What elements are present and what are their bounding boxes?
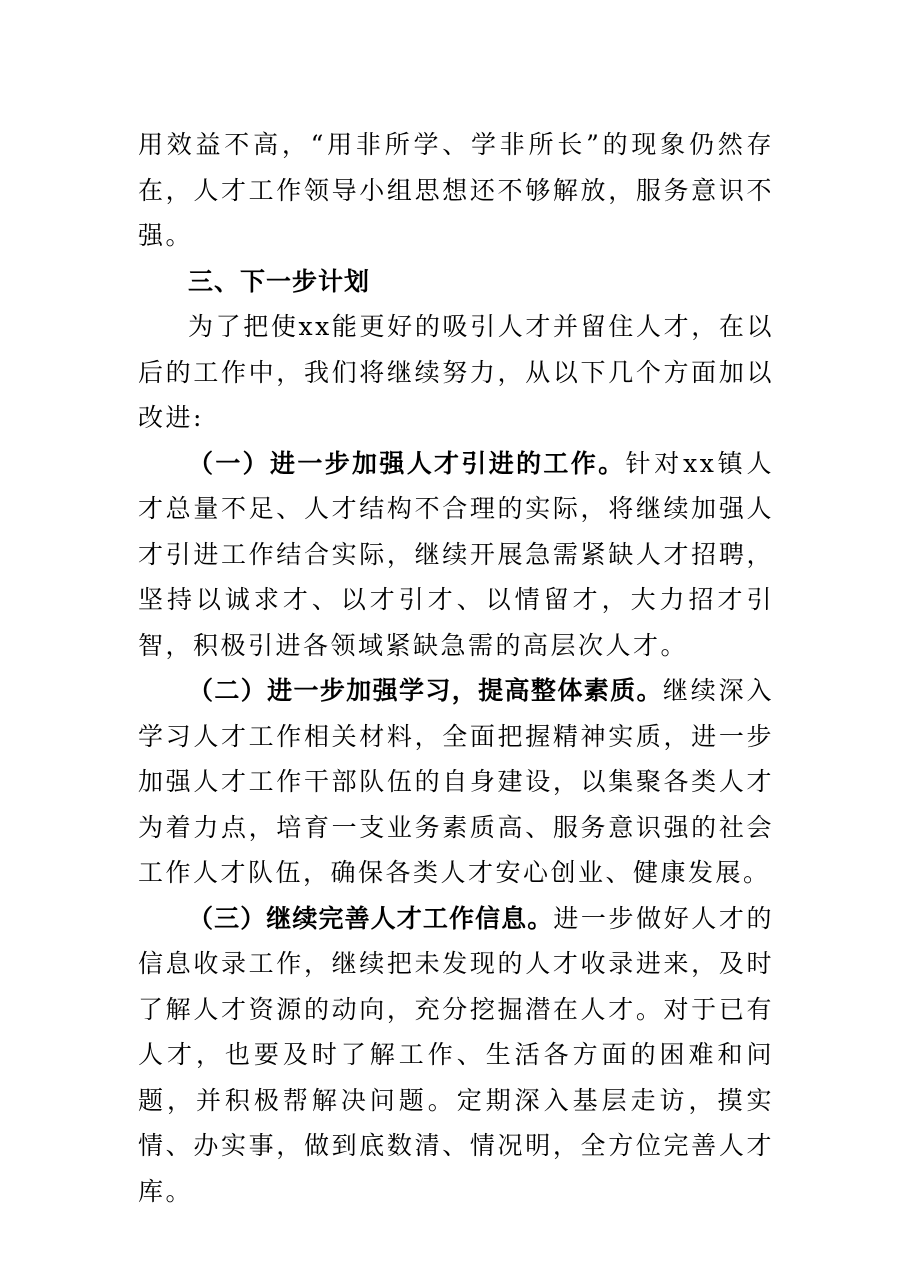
item-1-title: （一）进一步加强人才引进的工作。 [188, 448, 626, 478]
item-2-title: （二）进一步加强学习，提高整体素质。 [188, 676, 663, 705]
document-body [138, 122, 774, 1214]
item-3-body: 进一步做好人才的信息收录工作，继续把未发现的人才收录进来，及时了解人才资源的动向，充分挖掘潜在人才。对于已有人才，也要及时了解工作、生活各方面的困难和问题，并积极帮解决问题。定期深入基层走访，摸实情、办实事，做到底数清、情况明，全方位完善人才库。 [138, 903, 774, 1206]
paragraph-item-1 [138, 441, 774, 669]
item-2-body: 继续深入学习人才工作相关材料，全面把握精神实质，进一步加强人才工作干部队伍的自身建设，以集聚各类人才为着力点，培育一支业务素质高、服务意识强的社会工作人才队伍，确保各类人才安心创业、健康发展。 [138, 676, 774, 887]
paragraph-continuation: 用效益不高，“用非所学、学非所长”的现象仍然存在，人才工作领导小组思想还不够解放，服务意识不强。 [138, 130, 774, 250]
paragraph-intro: 为了把使xx能更好的吸引人才并留住人才，在以后的工作中，我们将继续努力，从以下几个方面加以改进: [138, 312, 774, 432]
section-heading: 三、下一步计划 [188, 266, 371, 296]
paragraph-item-2 [138, 668, 774, 896]
item-3-title: （三）继续完善人才工作信息。 [188, 903, 554, 933]
paragraph-item-3 [138, 896, 774, 1215]
item-1-body: 针对xx镇人才总量不足、人才结构不合理的实际，将继续加强人才引进工作结合实际，继续开展急需紧缺人才招聘，坚持以诚求才、以才引才、以情留才，大力招才引智，积极引进各领域紧缺急需的高层次人才。 [138, 448, 774, 660]
